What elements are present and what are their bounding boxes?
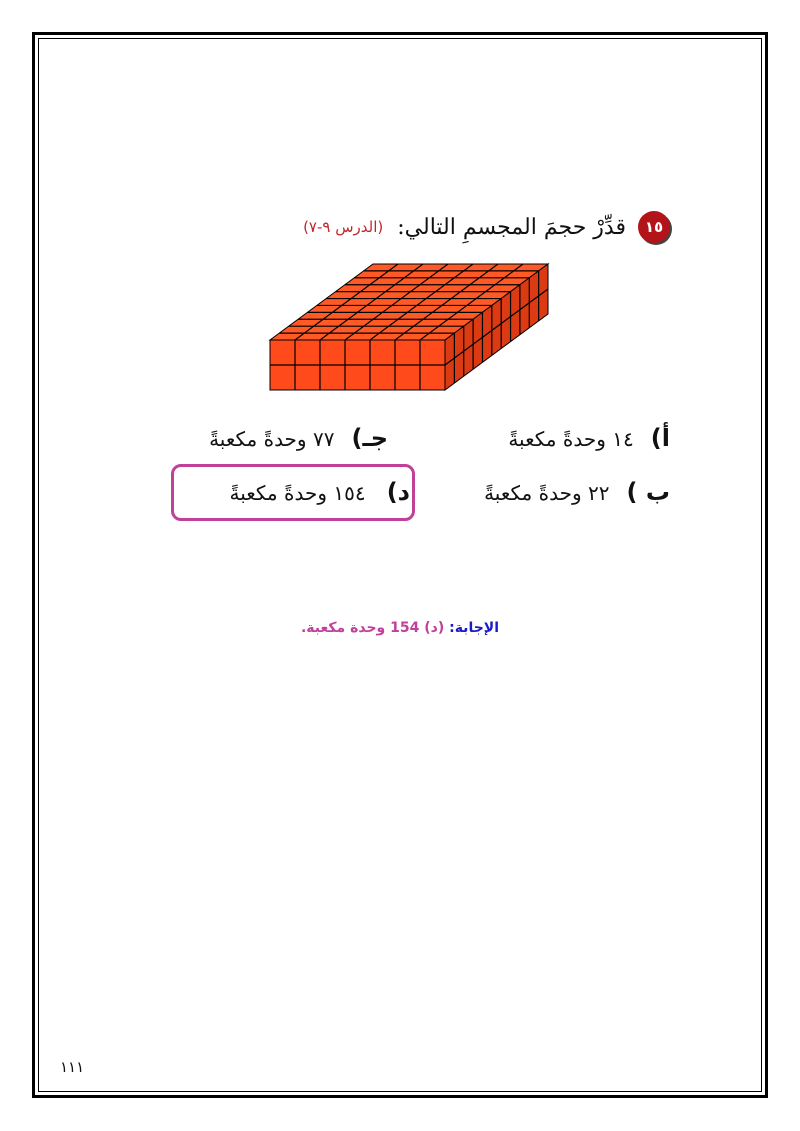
answer-label: الإجابة:: [449, 620, 500, 636]
cuboid-figure: [268, 262, 552, 392]
option-a-value: ١٤ وحدةً مكعبةً: [508, 427, 634, 451]
option-b-value: ٢٢ وحدةً مكعبةً: [484, 481, 610, 505]
option-c-letter: جـ): [351, 424, 388, 452]
option-a-letter: أ): [650, 424, 670, 452]
question-header: [210, 205, 670, 249]
option-c[interactable]: [209, 424, 388, 452]
option-a[interactable]: [508, 424, 670, 452]
question-text: قدِّرْ حجمَ المجسمِ التالي:: [397, 214, 626, 240]
page-number: ١١١: [60, 1058, 85, 1076]
lesson-reference: (الدرس ٩-٧): [303, 218, 384, 236]
question-number-badge: [638, 211, 670, 243]
answer-value: (د) 154 وحدة مكعبة.: [300, 620, 445, 636]
answer-line: [240, 620, 560, 636]
question-number: ١٥: [644, 218, 664, 236]
option-d-value: ١٥٤ وحدةً مكعبةً: [229, 481, 366, 505]
page-border-inner: [38, 38, 762, 1092]
option-b-letter: ب ): [626, 478, 670, 506]
option-d[interactable]: [229, 478, 410, 506]
option-b[interactable]: [484, 478, 670, 506]
option-d-letter: د): [386, 478, 410, 506]
option-c-value: ٧٧ وحدةً مكعبةً: [209, 427, 335, 451]
